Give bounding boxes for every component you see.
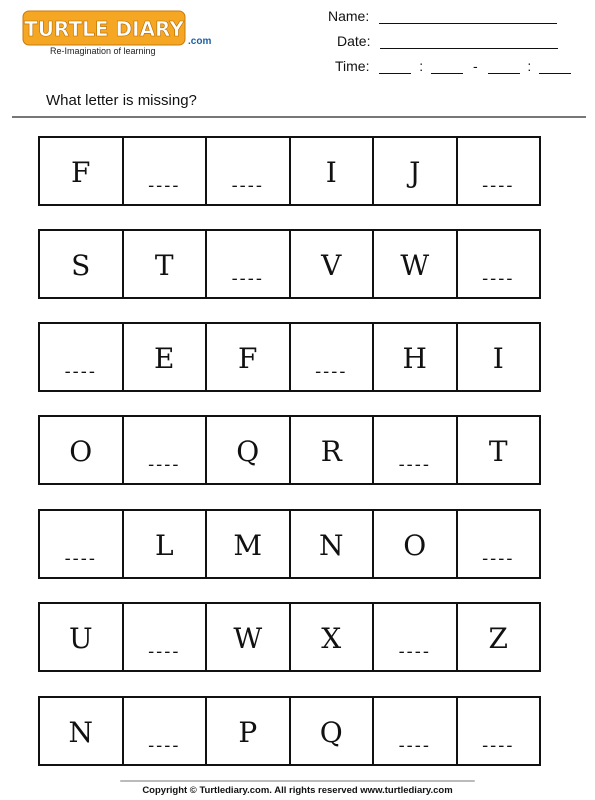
answer-blank: ---- <box>148 735 181 756</box>
letter-text: I <box>492 342 504 375</box>
letter-cell <box>291 698 375 764</box>
letter-text: N <box>319 529 344 562</box>
blank-cell[interactable] <box>124 604 208 670</box>
time-minute-field[interactable] <box>431 59 463 74</box>
name-field[interactable] <box>379 9 557 24</box>
name-label: Name: <box>328 8 370 24</box>
letter-text: W <box>233 622 263 655</box>
letter-cell <box>458 324 540 390</box>
letter-cell <box>40 231 124 297</box>
letter-text: L <box>154 529 174 562</box>
letter-cell <box>291 417 375 483</box>
letter-cell <box>207 698 291 764</box>
blank-cell[interactable] <box>458 698 540 764</box>
letter-text: S <box>71 249 91 282</box>
blank-cell[interactable] <box>124 138 208 204</box>
letter-cell <box>207 604 291 670</box>
date-field-row <box>337 33 558 49</box>
answer-blank: ---- <box>482 175 515 196</box>
svg-text:.com: .com <box>188 36 212 47</box>
letter-text: F <box>71 156 91 189</box>
blank-cell[interactable] <box>207 138 291 204</box>
blank-cell[interactable] <box>458 231 540 297</box>
time-label: Time: <box>335 58 370 74</box>
answer-blank: ---- <box>64 361 97 382</box>
letter-cell <box>374 231 458 297</box>
letter-text: J <box>409 156 421 189</box>
letter-text: X <box>321 622 342 655</box>
letter-text: R <box>320 435 342 468</box>
letter-text: O <box>69 435 93 468</box>
blank-cell[interactable] <box>207 231 291 297</box>
footer-divider <box>120 780 475 782</box>
letter-cell <box>291 511 375 577</box>
letter-cell <box>124 324 208 390</box>
blank-cell[interactable] <box>124 698 208 764</box>
letter-row <box>38 696 541 766</box>
letter-cell <box>291 231 375 297</box>
letter-text: T <box>488 435 508 468</box>
letter-row <box>38 229 541 299</box>
letter-cell <box>458 417 540 483</box>
letter-text: Q <box>319 716 343 749</box>
letter-text: M <box>233 529 263 562</box>
tagline: Re-Imagination of learning <box>50 46 156 56</box>
blank-cell[interactable] <box>40 324 124 390</box>
time-field-row <box>335 58 571 74</box>
blank-cell[interactable] <box>374 604 458 670</box>
time-end-hour-field[interactable] <box>488 59 520 74</box>
letter-cell <box>291 604 375 670</box>
letter-row <box>38 415 541 485</box>
question-text: What letter is missing? <box>46 92 197 109</box>
letter-cell <box>291 138 375 204</box>
time-separator: : <box>419 58 424 74</box>
letter-cell <box>207 511 291 577</box>
blank-cell[interactable] <box>458 138 540 204</box>
answer-blank: ---- <box>148 454 181 475</box>
letter-text: W <box>400 249 430 282</box>
letter-cell <box>458 604 540 670</box>
answer-blank: ---- <box>231 268 264 289</box>
letter-cell <box>40 698 124 764</box>
date-label: Date: <box>337 33 371 49</box>
answer-blank: ---- <box>398 735 431 756</box>
answer-blank: ---- <box>398 641 431 662</box>
answer-blank: ---- <box>482 735 515 756</box>
blank-cell[interactable] <box>40 511 124 577</box>
letter-text: F <box>238 342 258 375</box>
letter-text: E <box>154 342 175 375</box>
name-field-row <box>328 8 557 24</box>
time-hour-field[interactable] <box>379 59 411 74</box>
answer-blank: ---- <box>398 454 431 475</box>
divider <box>12 116 586 118</box>
answer-blank: ---- <box>482 548 515 569</box>
letter-text: I <box>325 156 337 189</box>
time-separator: - <box>472 58 478 74</box>
copyright-footer: Copyright © Turtlediary.com. All rights reserved www.turtlediary.com <box>142 785 453 796</box>
date-field[interactable] <box>380 34 558 49</box>
letter-cell <box>40 138 124 204</box>
letter-text: T <box>154 249 174 282</box>
letter-text: Z <box>488 622 508 655</box>
answer-blank: ---- <box>64 548 97 569</box>
letter-cell <box>207 324 291 390</box>
time-end-minute-field[interactable] <box>539 59 571 74</box>
answer-blank: ---- <box>482 268 515 289</box>
letter-row <box>38 322 541 392</box>
time-separator: : <box>527 58 532 74</box>
letter-text: P <box>238 716 258 749</box>
letter-cell <box>40 417 124 483</box>
letter-cell <box>374 324 458 390</box>
letter-text: U <box>68 622 93 655</box>
letter-row <box>38 136 541 206</box>
answer-blank: ---- <box>231 175 264 196</box>
answer-blank: ---- <box>148 641 181 662</box>
blank-cell[interactable] <box>458 511 540 577</box>
letter-row <box>38 509 541 579</box>
answer-blank: ---- <box>148 175 181 196</box>
letter-text: V <box>321 249 342 282</box>
letter-text: N <box>68 716 93 749</box>
letter-text: H <box>402 342 427 375</box>
letter-cell <box>374 138 458 204</box>
answer-blank: ---- <box>315 361 348 382</box>
blank-cell[interactable] <box>291 324 375 390</box>
letter-cell <box>207 417 291 483</box>
svg-text:TURTLE DIARY: TURTLE DIARY <box>24 17 184 41</box>
blank-cell[interactable] <box>374 417 458 483</box>
letter-row <box>38 602 541 672</box>
blank-cell[interactable] <box>374 698 458 764</box>
letter-text: O <box>403 529 427 562</box>
letter-cell <box>374 511 458 577</box>
letter-cell <box>124 231 208 297</box>
letter-cell <box>40 604 124 670</box>
letter-text: Q <box>236 435 260 468</box>
letter-cell <box>124 511 208 577</box>
blank-cell[interactable] <box>124 417 208 483</box>
